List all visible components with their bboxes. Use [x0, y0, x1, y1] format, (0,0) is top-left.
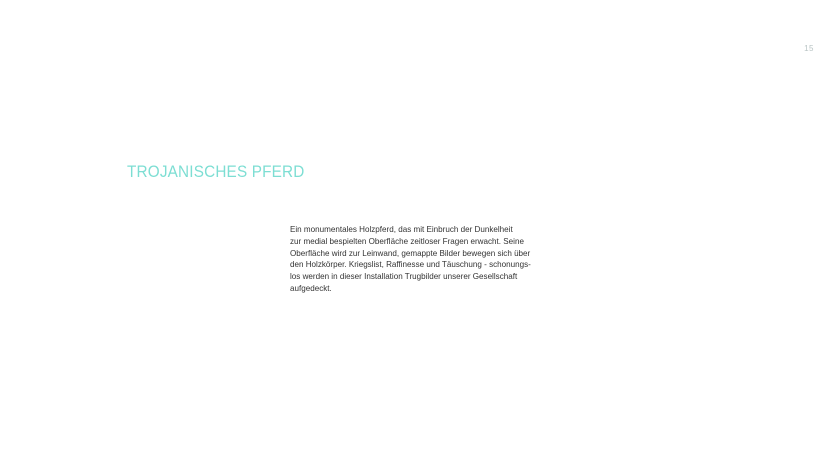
body-line: Ein monumentales Holzpferd, das mit Einbruch der Dunkelheit — [290, 224, 513, 234]
body-paragraph — [290, 224, 536, 295]
body-line: Oberfläche wird zur Leinwand, gemappte Bilder bewegen sich über — [290, 247, 531, 258]
page-title: TROJANISCHES PFERD — [127, 162, 305, 181]
page-number: 15 — [804, 44, 814, 53]
body-line: zur medial bespielten Oberfläche zeitloser Fragen erwacht. Seine — [290, 235, 524, 246]
body-line: den Holzkörper. Kriegslist, Raffinesse und Täuschung - schonungs- — [290, 259, 531, 270]
body-line: aufgedeckt. — [290, 282, 332, 293]
body-line: los werden in dieser Installation Trugbilder unserer Gesellschaft — [290, 271, 518, 282]
